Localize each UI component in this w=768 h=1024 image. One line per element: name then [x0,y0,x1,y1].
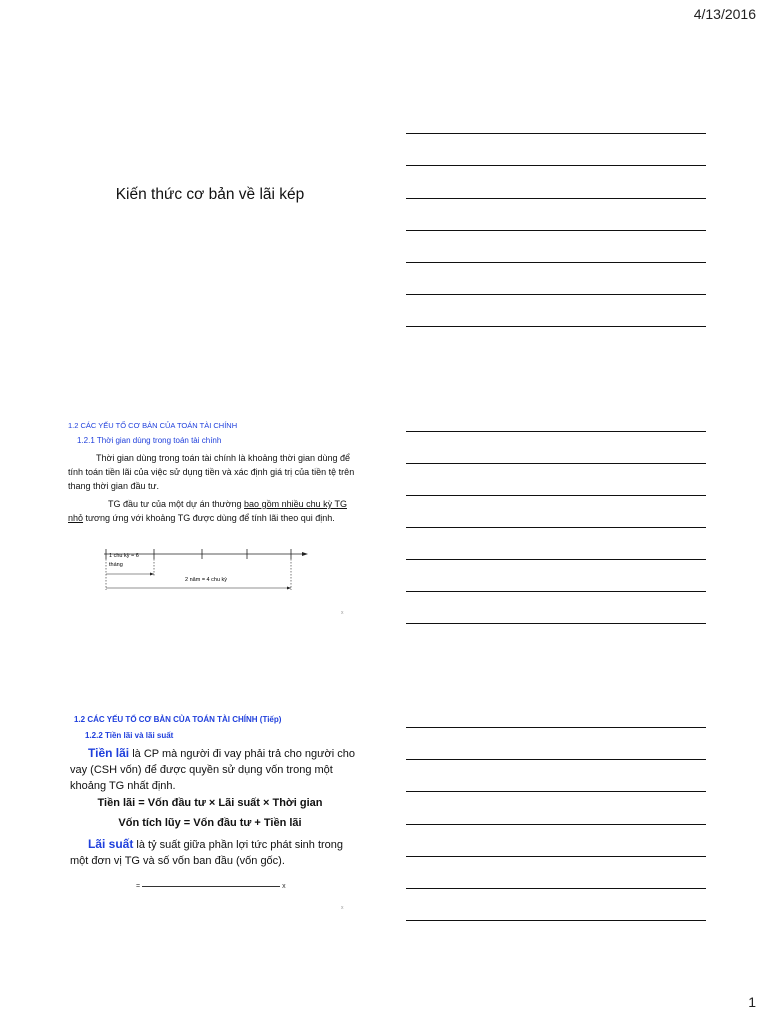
timeline-svg [100,546,315,596]
equals-sign: = [136,883,141,890]
timeline-diagram [100,546,315,601]
note-line [406,230,706,231]
note-line [406,623,706,624]
note-line [406,591,706,592]
note-line [406,165,706,166]
note-line [406,294,706,295]
paragraph-text: TG đầu tư của một dự án thường [108,499,245,509]
note-line [406,431,706,432]
paragraph [70,745,360,794]
paragraph-text: là tỷ suất giữa phần lợi tức phát sinh trong một đơn vị TG và số vốn ban đầu (vốn gốc). [70,839,344,867]
section-heading: 1.2 CÁC YẾU TỐ CƠ BẢN CỦA TOÁN TÀI CHÍNH [68,421,238,430]
paragraph [68,451,360,493]
paragraph-text: Thời gian dùng trong toán tài chính là khoảng thời gian dùng để tính toán tiền lãi của việc sử dụng tiền và xác định giá trị của tiền tệ trên thang thời gian đầu tư. [68,453,355,491]
keyword: Lãi suất [88,837,134,851]
note-line [406,791,706,792]
section-heading: 1.2 CÁC YẾU TỐ CƠ BẢN CỦA TOÁN TÀI CHÍNH (Tiếp) [74,715,282,724]
note-line [406,920,706,921]
paragraph [70,836,360,869]
cycle-span-arrow [150,573,154,576]
total-span-arrow [287,587,291,590]
note-line [406,527,706,528]
cycle-label-1: 1 chu kỳ = 6 [109,553,139,559]
formula: Tiền lãi = Vốn đầu tư × Lãi suất × Thời gian [97,797,323,809]
note-line [406,463,706,464]
subsection-heading: 1.2.2 Tiền lãi và lãi suất [85,731,174,740]
fraction-formula [136,883,286,890]
note-line [406,559,706,560]
note-line [406,262,706,263]
note-line [406,824,706,825]
paragraph-text: tương ứng với khoảng TG được dùng để tính lãi theo qui định. [83,513,335,523]
note-line [406,326,706,327]
note-line [406,727,706,728]
note-line [406,888,706,889]
note-line [406,856,706,857]
note-line [406,133,706,134]
total-label: 2 năm = 4 chu kỳ [185,577,228,583]
paragraph [68,497,360,525]
subsection-heading: 1.2.1 Thời gian dùng trong toán tài chính [77,436,222,445]
note-line [406,198,706,199]
slide-1 [60,120,360,320]
underlined-text: bao gồm nhiều chu kỳ TG nhỏ [68,499,347,523]
multiply-sign: x [282,883,286,890]
slide-title: Kiến thức cơ bản về lãi kép [115,186,305,203]
note-line [406,759,706,760]
timeline-arrowhead [302,552,308,556]
keyword: Tiền lãi [88,746,130,760]
page-number: 1 [748,994,756,1010]
formula: Vốn tích lũy = Vốn đầu tư + Tiền lãi [118,817,302,829]
slide-mark: x [341,905,344,911]
paragraph-text: là CP mà người đi vay phải trả cho người cho vay (CSH vốn) để được quyền sử dụng vốn trong một khoảng TG nhất định. [70,748,355,792]
fraction-bar [142,886,280,887]
cycle-label-2: tháng [109,562,123,568]
date-header: 4/13/2016 [693,6,756,22]
slide-mark: x [341,610,344,616]
note-line [406,495,706,496]
